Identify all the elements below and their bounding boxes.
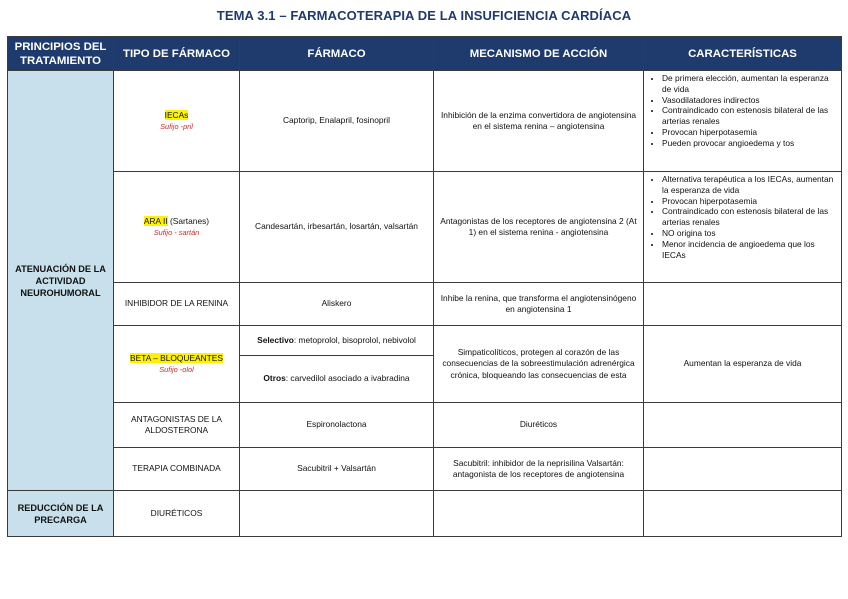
farmaco-beta-otros xyxy=(240,356,434,403)
mecanismo-aldosterona: Diuréticos xyxy=(434,403,644,448)
sufijo-iecas: Sufijo -pril xyxy=(160,121,193,131)
sufijo-beta: Sufijo -olol xyxy=(159,364,194,374)
caracteristicas-diureticos xyxy=(644,491,842,537)
pharmacotherapy-table xyxy=(7,36,842,537)
tipo-aldosterona: ANTAGONISTAS DE LA ALDOSTERONA xyxy=(114,403,240,448)
farmaco-beta-selectivo-label: Selectivo xyxy=(257,334,294,345)
caracteristicas-iecas xyxy=(644,71,842,172)
table-row-diureticos xyxy=(8,491,842,537)
header-tipo: TIPO DE FÁRMACO xyxy=(114,37,240,71)
farmaco-aldosterona: Espironolactona xyxy=(240,403,434,448)
list-item: • NO origina tos xyxy=(662,228,837,239)
farmaco-beta-selectivo-text: : metoprolol, bisoprolol, nebivolol xyxy=(293,334,416,345)
table-row-combinada xyxy=(8,448,842,491)
list-item: • Pueden provocar angioedema y tos xyxy=(662,138,837,149)
list-item: • Alternativa terapéutica a los IECAs, aumentan la esperanza de vida xyxy=(662,174,837,196)
farmaco-renina: Aliskero xyxy=(240,283,434,326)
caracteristicas-combinada xyxy=(644,448,842,491)
tipo-diureticos: DIURÉTICOS xyxy=(114,491,240,537)
caracteristicas-aldosterona xyxy=(644,403,842,448)
caracteristicas-iecas-list xyxy=(648,73,837,149)
list-item: • Vasodilatadores indirectos xyxy=(662,95,837,106)
caracteristicas-ara2-list xyxy=(648,174,837,260)
section-reduccion: REDUCCIÓN DE LA PRECARGA xyxy=(8,491,114,537)
tipo-renina: INHIBIDOR DE LA RENINA xyxy=(114,283,240,326)
mecanismo-combinada: Sacubitril: inhibidor de la neprisilina Valsartán: antagonista de los receptores de angiotensina xyxy=(434,448,644,491)
caracteristicas-renina xyxy=(644,283,842,326)
mecanismo-diureticos xyxy=(434,491,644,537)
list-item: • De primera elección, aumentan la esperanza de vida xyxy=(662,73,837,95)
header-farmaco: FÁRMACO xyxy=(240,37,434,71)
tipo-ara2 xyxy=(114,172,240,283)
list-item: • Provocan hiperpotasemia xyxy=(662,127,837,138)
header-row xyxy=(8,37,842,71)
mecanismo-ara2: Antagonistas de los receptores de angiotensina 2 (At 1) en el sistema renina - angiotensina xyxy=(434,172,644,283)
tipo-ara2-label: ARA II xyxy=(143,216,168,227)
farmaco-beta-selectivo xyxy=(240,326,434,356)
caracteristicas-ara2 xyxy=(644,172,842,283)
mecanismo-iecas: Inhibición de la enzima convertidora de angiotensina en el sistema renina – angiotensina xyxy=(434,71,644,172)
header-mecanismo: MECANISMO DE ACCIÓN xyxy=(434,37,644,71)
list-item: • Contraindicado con estenosis bilateral de las arterias renales xyxy=(662,206,837,228)
section-atenuacion: ATENUACIÓN DE LA ACTIVIDAD NEUROHUMORAL xyxy=(8,71,114,491)
table-row-ara2 xyxy=(8,172,842,283)
sufijo-ara2: Sufijo - sartán xyxy=(153,227,200,237)
mecanismo-renina: Inhibe la renina, que transforma el angiotensinógeno en angiotensina 1 xyxy=(434,283,644,326)
list-item: • Provocan hiperpotasemia xyxy=(662,196,837,207)
tipo-iecas xyxy=(114,71,240,172)
farmaco-diureticos xyxy=(240,491,434,537)
mecanismo-beta: Simpaticolíticos, protegen al corazón de las consecuencias de la sobreestimulación adrenérgica crónica, bloqueando las consecuencias de esta xyxy=(434,326,644,403)
document-title: TEMA 3.1 – FARMACOTERAPIA DE LA INSUFICIENCIA CARDÍACA xyxy=(216,8,632,23)
farmaco-combinada: Sacubitril + Valsartán xyxy=(240,448,434,491)
tipo-beta-label: BETA – BLOQUEANTES xyxy=(130,353,223,364)
tipo-combinada: TERAPIA COMBINADA xyxy=(114,448,240,491)
farmaco-beta-otros-label: Otros xyxy=(263,373,286,384)
tipo-ara2-extra: (Sartanes) xyxy=(169,216,210,227)
farmaco-beta-otros-text: : carvedilol asociado a ivabradina xyxy=(285,373,410,384)
table-row-aldosterona xyxy=(8,403,842,448)
farmaco-ara2: Candesartán, irbesartán, losartán, valsartán xyxy=(240,172,434,283)
caracteristicas-beta: Aumentan la esperanza de vida xyxy=(644,326,842,403)
header-caracteristicas: CARACTERÍSTICAS xyxy=(644,37,842,71)
farmaco-iecas: Captorip, Enalapril, fosinopril xyxy=(240,71,434,172)
tipo-iecas-label: IECAs xyxy=(164,110,189,121)
table-row-beta xyxy=(8,326,842,356)
list-item: • Contraindicado con estenosis bilateral de las arterias renales xyxy=(662,105,837,127)
tipo-beta xyxy=(114,326,240,403)
table-row-iecas xyxy=(8,71,842,172)
table-row-renina xyxy=(8,283,842,326)
list-item: • Menor incidencia de angioedema que los IECAs xyxy=(662,239,837,261)
header-principios: PRINCIPIOS DEL TRATAMIENTO xyxy=(8,37,114,71)
